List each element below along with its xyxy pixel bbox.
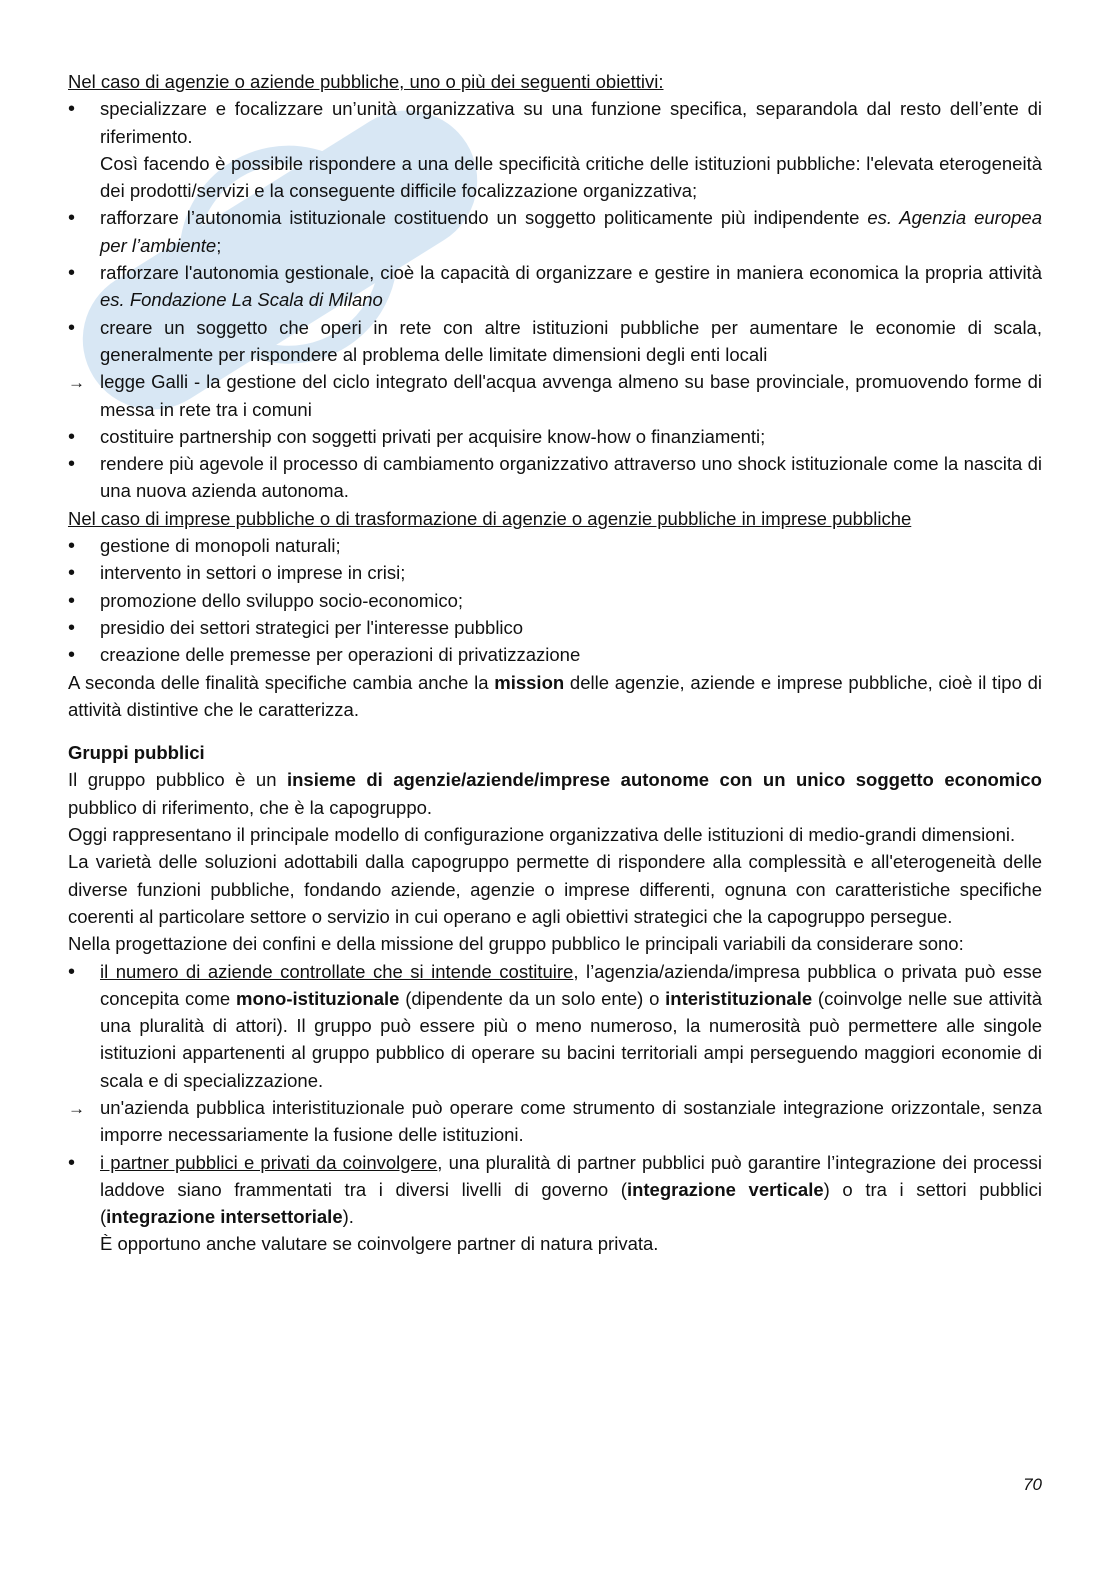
list-item-arrow: → legge Galli - la gestione del ciclo integrato dell'acqua avvenga almeno su base provinciale, promuovendo forme di messa in rete tra i comuni bbox=[68, 368, 1042, 423]
paragraph: Oggi rappresentano il principale modello di configurazione organizzativa delle istituzioni di medio-grandi dimensioni. bbox=[68, 824, 1016, 846]
list-item-continuation: Così facendo è possibile rispondere a una delle specificità critiche delle istituzioni pubbliche: l'elevata eterogeneità dei prodotti/servizi e la conseguente difficile focalizzazione organizzativa; bbox=[100, 152, 1042, 202]
list-item: • il numero di aziende controllate che si intende costituire, l’agenzia/azienda/impresa pubblica o privata può esse concepita come mono-istituzionale (dipendente da un solo ente) o interistituzionale (coinvolge nelle sue attività una pluralità di attori). Il gruppo può essere più o meno numeroso, la numerosità può permettere alle singole istituzioni appartenenti al gruppo pubblico di operare su bacini territoriali ampi perseguendo maggiori economie di scala e di specializzazione. bbox=[68, 958, 1042, 1094]
list-item: • rendere più agevole il processo di cambiamento organizzativo attraverso uno shock istituzionale come la nascita di una nuova azienda autonoma. bbox=[68, 450, 1042, 505]
bullet-icon bbox=[68, 587, 88, 615]
list-item: • creazione delle premesse per operazioni di privatizzazione bbox=[68, 641, 1042, 668]
list-item: • gestione di monopoli naturali; bbox=[68, 532, 1042, 559]
bullet-icon bbox=[68, 204, 88, 232]
bullet-icon bbox=[68, 641, 88, 669]
paragraph: Nella progettazione dei confini e della missione del gruppo pubblico le principali variabili da considerare sono: bbox=[68, 933, 964, 955]
bullet-icon bbox=[68, 95, 88, 123]
bullet-icon bbox=[68, 614, 88, 642]
list-item: • promozione dello sviluppo socio-economico; bbox=[68, 587, 1042, 614]
list-item-arrow: → un'azienda pubblica interistituzionale può operare come strumento di sostanziale integrazione orizzontale, senza imporre necessariamente la fusione delle istituzioni. bbox=[68, 1094, 1042, 1149]
arrow-right-icon bbox=[68, 1094, 88, 1122]
bullet-icon bbox=[68, 314, 88, 342]
imprese-heading: Nel caso di imprese pubbliche o di trasformazione di agenzie o agenzie pubbliche in imprese pubbliche bbox=[68, 507, 912, 529]
list-item: • rafforzare l'autonomia gestionale, cioè la capacità di organizzare e gestire in maniera economica la propria attività es. Fondazione La Scala di Milano bbox=[68, 259, 1042, 314]
list-item: • rafforzare l’autonomia istituzionale costituendo un soggetto politicamente più indipendente es. Agenzia europea per l’ambiente; bbox=[68, 204, 1042, 259]
list-item-continuation: È opportuno anche valutare se coinvolgere partner di natura privata. bbox=[100, 1233, 659, 1255]
bullet-icon bbox=[68, 958, 88, 986]
bullet-icon bbox=[68, 1149, 88, 1177]
definition-paragraph: Il gruppo pubblico è un insieme di agenzie/aziende/imprese autonome con un unico soggetto economico pubblico di riferimento, che è la capogruppo. bbox=[68, 769, 1042, 818]
bullet-icon bbox=[68, 450, 88, 478]
list-item: • specializzare e focalizzare un’unità organizzativa su una funzione specifica, separandola dal resto dell’ente di riferimento. bbox=[68, 95, 1042, 150]
page-number: 70 bbox=[1023, 1475, 1042, 1494]
document-page bbox=[68, 68, 1042, 1258]
bullet-icon bbox=[68, 259, 88, 287]
bullet-icon bbox=[68, 423, 88, 451]
list-item: • presidio dei settori strategici per l'interesse pubblico bbox=[68, 614, 1042, 641]
list-item: • costituire partnership con soggetti privati per acquisire know-how o finanziamenti; bbox=[68, 423, 1042, 450]
agenzie-heading: Nel caso di agenzie o aziende pubbliche, uno o più dei seguenti obiettivi: bbox=[68, 71, 664, 92]
section-title: Gruppi pubblici bbox=[68, 742, 205, 764]
list-item: • intervento in settori o imprese in crisi; bbox=[68, 559, 1042, 586]
bullet-icon bbox=[68, 532, 88, 560]
list-item: • creare un soggetto che operi in rete con altre istituzioni pubbliche per aumentare le economie di scala, generalmente per rispondere al problema delle limitate dimensioni degli enti locali bbox=[68, 314, 1042, 369]
mission-paragraph: A seconda delle finalità specifiche cambia anche la mission delle agenzie, aziende e imprese pubbliche, cioè il tipo di attività distintive che le caratterizza. bbox=[68, 671, 1042, 720]
list-item: • i partner pubblici e privati da coinvolgere, una pluralità di partner pubblici può garantire l’integrazione dei processi laddove siano frammentati tra i diversi livelli di governo (integrazione verticale) o tra i settori pubblici (integrazione intersettoriale). bbox=[68, 1149, 1042, 1231]
bullet-icon bbox=[68, 559, 88, 587]
paragraph: La varietà delle soluzioni adottabili dalla capogruppo permette di rispondere alla complessità e all'eterogeneità delle diverse funzioni pubbliche, fondando aziende, agenzie o imprese differenti, ognuna con caratteristiche specifiche coerenti al particolare settore o servizio in cui operano e agli obiettivi strategici che la capogruppo persegue. bbox=[68, 851, 1042, 927]
arrow-right-icon bbox=[68, 368, 88, 396]
